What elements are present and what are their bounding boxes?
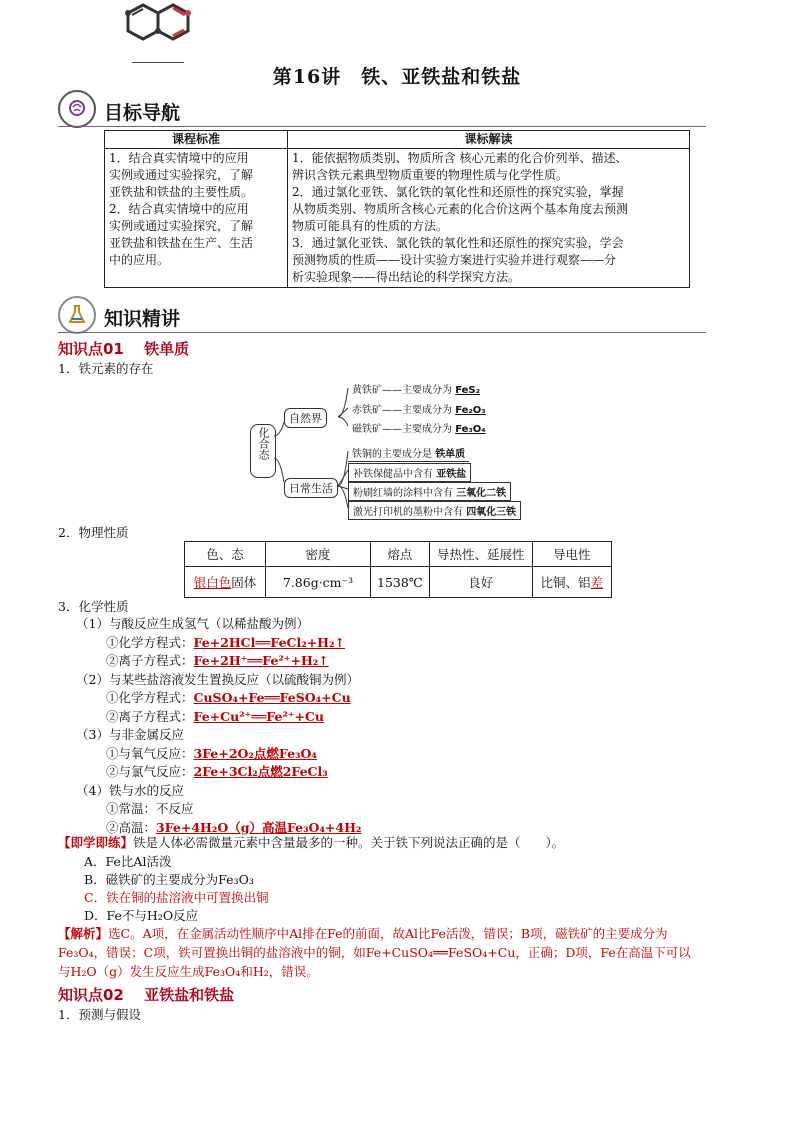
equation-formula: 3Fe+4H₂O（g）高温Fe₃O₄+4H₂ <box>156 819 362 835</box>
goals-right-line: 1．能依据物质类别、物质所含 核心元素的化合价列举、描述、 <box>292 151 628 165</box>
goals-standard-cell <box>105 149 288 288</box>
goals-left-line: 2．结合真实情境中的应用 <box>109 202 249 216</box>
explanation-line: Fe₃O₄，错误；C项，铁可置换出铜的盐溶液中的铜，如Fe+CuSO₄══FeSO₄+Cu，正确；D项，Fe在高温下可以 <box>58 945 691 960</box>
section-title-knowledge: 知识精讲 <box>104 308 181 330</box>
diagram-item-formula: Fe₃O₄ <box>455 424 486 435</box>
subheading-physical: 2．物理性质 <box>58 525 129 540</box>
subheading-prediction: 1．预测与假设 <box>58 1007 141 1022</box>
diagram-nature-item <box>352 401 486 416</box>
diagram-item-text: 铁铜的主要成分是 <box>352 449 436 460</box>
iron-existence-diagram <box>238 378 558 522</box>
equation-label: ①与氧气反应： <box>106 745 194 761</box>
equation-label: ②高温： <box>106 819 157 835</box>
diagram-item-formula: Fe₂O₃ <box>455 405 486 416</box>
section-rule <box>58 332 706 333</box>
diagram-daily-item <box>348 482 511 501</box>
goals-left-line: 中的应用。 <box>109 253 170 267</box>
phys-heat-conductivity: 良好 <box>429 567 532 598</box>
goals-right-line: 从物质类别、物质所含核心元素的化合价这两个基本角度去预测 <box>292 202 629 216</box>
goals-left-line: 实例或通过实验探究，了解 <box>109 168 254 182</box>
chemical-properties-list <box>76 615 361 837</box>
goals-left-line: 亚铁盐和铁盐的主要性质。 <box>109 185 254 199</box>
goals-right-line: 2．通过氯化亚铁、氯化铁的氧化性和还原性的探究实验，掌握 <box>292 185 624 199</box>
chem-text-line: ①常温：不反应 <box>106 801 194 816</box>
diagram-branch-daily-life: 日常生活 <box>284 478 338 498</box>
chem-equation-line <box>76 634 361 653</box>
phys-melting-point: 1538℃ <box>371 567 430 598</box>
diagram-item-emphasis: 铁单质 <box>435 449 466 460</box>
chem-subheading: （4）铁与水的反应 <box>76 782 184 798</box>
chem-subheading: （2）与某些盐溶液发生置换反应（以硫酸铜为例） <box>76 671 359 687</box>
phys-header: 导热性、延展性 <box>429 542 532 567</box>
quiz-explanation <box>58 924 738 981</box>
explanation-line: 与H₂O（g）发生反应生成Fe₃O₄和H₂，错误。 <box>58 964 319 979</box>
goals-right-line: 预测物质的性质——设计实验方案进行实验并进行观察——分 <box>292 253 617 267</box>
diagram-item-emphasis: 亚铁盐 <box>436 469 467 480</box>
diagram-item-text: 粉刷红墙的涂料中含有 <box>353 488 457 499</box>
chem-equation-line <box>76 745 361 764</box>
explanation-line <box>58 924 738 943</box>
quiz-option-a: A．Fe比Al活泼 <box>84 854 172 869</box>
equation-label: ②离子方程式： <box>106 653 194 668</box>
phys-electrical-conductivity <box>532 567 611 598</box>
physical-properties-table <box>184 541 612 598</box>
diagram-daily-item <box>348 501 521 520</box>
goals-header-standard: 课程标准 <box>105 131 288 149</box>
brain-head-icon <box>58 90 96 128</box>
chem-subheading: （1）与酸反应生成氢气（以稀盐酸为例） <box>76 616 309 631</box>
diagram-item-text: 黄铁矿——主要成分为 <box>352 385 456 396</box>
equation-label: ①化学方程式： <box>106 634 194 650</box>
quiz-option-c: C．铁在铜的盐溶液中可置换出铜 <box>84 890 269 905</box>
phys-header: 密度 <box>266 542 371 567</box>
naphthalene-logo-icon <box>118 0 198 62</box>
chem-subheading: （3）与非金属反应 <box>76 727 184 742</box>
diagram-nature-item <box>352 420 486 435</box>
phys-state-value: 固体 <box>231 575 257 590</box>
page-title: 第16讲 铁、亚铁盐和铁盐 <box>272 66 522 88</box>
phys-color-state <box>185 567 266 598</box>
equation-formula: 2Fe+3Cl₂点燃2FeCl₃ <box>193 764 328 779</box>
section-rule <box>58 126 706 127</box>
equation-formula: Fe+2HCl══FeCl₂+H₂↑ <box>193 634 345 650</box>
diagram-root-label: 化合态 <box>257 427 270 460</box>
quiz-option-d: D．Fe不与H₂O反应 <box>84 908 199 923</box>
phys-elec-compare: 比铜、铝 <box>540 575 591 590</box>
diagram-item-emphasis: 四氧化三铁 <box>466 507 517 518</box>
explanation-tag: 【解析】 <box>58 926 109 941</box>
explanation-text: 选C。A项，在金属活动性顺序中Al排在Fe的前面，故Al比Fe活泼，错误；B项，磁铁矿的主要成分为 <box>108 926 668 941</box>
subheading-existence: 1．铁元素的存在 <box>58 361 154 376</box>
goals-table <box>104 130 690 288</box>
equation-formula: 3Fe+2O₂点燃Fe₃O₄ <box>193 745 317 761</box>
goals-right-line: 析实验现象——得出结论的科学探究方法。 <box>292 270 521 284</box>
section-title-goals: 目标导航 <box>104 102 181 124</box>
knowledge-point-1-heading: 知识点01 铁单质 <box>58 340 190 358</box>
goals-right-line: 3．通过氯化亚铁、氯化铁的氧化性和还原性的探究实验，学会 <box>292 236 624 250</box>
diagram-root-combined-state <box>250 424 276 478</box>
diagram-item-text: 补铁保健品中含有 <box>353 469 437 480</box>
chem-equation-line <box>76 689 361 708</box>
phys-color-value: 银白色 <box>193 575 232 590</box>
phys-header: 导电性 <box>532 542 611 567</box>
diagram-branch-nature: 自然界 <box>284 408 327 428</box>
phys-header: 色、态 <box>185 542 266 567</box>
diagram-item-formula: FeS₂ <box>455 385 480 396</box>
diagram-daily-item <box>348 463 471 482</box>
flask-icon <box>58 296 96 334</box>
quiz-question <box>58 834 564 852</box>
goals-right-line: 辨识含铁元素典型物质重要的物理性质与化学性质。 <box>292 168 569 182</box>
diagram-item-text: 磁铁矿——主要成分为 <box>352 424 456 435</box>
goals-left-line: 实例或通过实验探究，了解 <box>109 219 254 233</box>
diagram-item-text: 赤铁矿——主要成分为 <box>352 405 456 416</box>
quiz-tag: 【即学即练】 <box>58 835 134 850</box>
quiz-stem: 铁是人体必需微量元素中含量最多的一种。关于铁下列说法正确的是（ ）。 <box>133 835 565 850</box>
diagram-item-emphasis: 三氧化二铁 <box>456 488 507 499</box>
equation-formula: Fe+2H⁺══Fe²⁺+H₂↑ <box>193 653 329 668</box>
chem-equation-line <box>76 708 361 727</box>
goals-left-line: 1．结合真实情境中的应用 <box>109 151 249 165</box>
phys-elec-result: 差 <box>590 575 604 590</box>
diagram-item-text: 激光打印机的墨粉中含有 <box>353 507 467 518</box>
equation-label: ①化学方程式： <box>106 690 194 705</box>
subheading-chemical: 3．化学性质 <box>58 599 129 614</box>
quiz-option-b: B．磁铁矿的主要成分为Fe₃O₃ <box>84 872 254 887</box>
goals-header-interpretation: 课标解读 <box>288 131 690 149</box>
equation-formula: Fe+Cu²⁺══Fe²⁺+Cu <box>193 708 325 724</box>
equation-formula: CuSO₄+Fe══FeSO₄+Cu <box>193 690 351 705</box>
phys-density: 7.86g·cm⁻³ <box>266 567 371 598</box>
diagram-nature-item <box>352 381 480 396</box>
goals-right-line: 物质可能具有的性质的方法。 <box>292 219 449 233</box>
goals-left-line: 亚铁盐和铁盐在生产、生活 <box>109 236 254 250</box>
chem-equation-line <box>76 763 361 782</box>
chem-equation-line <box>76 652 361 671</box>
equation-label: ②离子方程式： <box>106 708 194 724</box>
goals-interpretation-cell <box>288 149 690 288</box>
equation-label: ②与氯气反应： <box>106 764 194 779</box>
phys-header: 熔点 <box>371 542 430 567</box>
knowledge-point-2-heading: 知识点02 亚铁盐和铁盐 <box>58 986 235 1004</box>
diagram-daily-item <box>348 444 469 462</box>
